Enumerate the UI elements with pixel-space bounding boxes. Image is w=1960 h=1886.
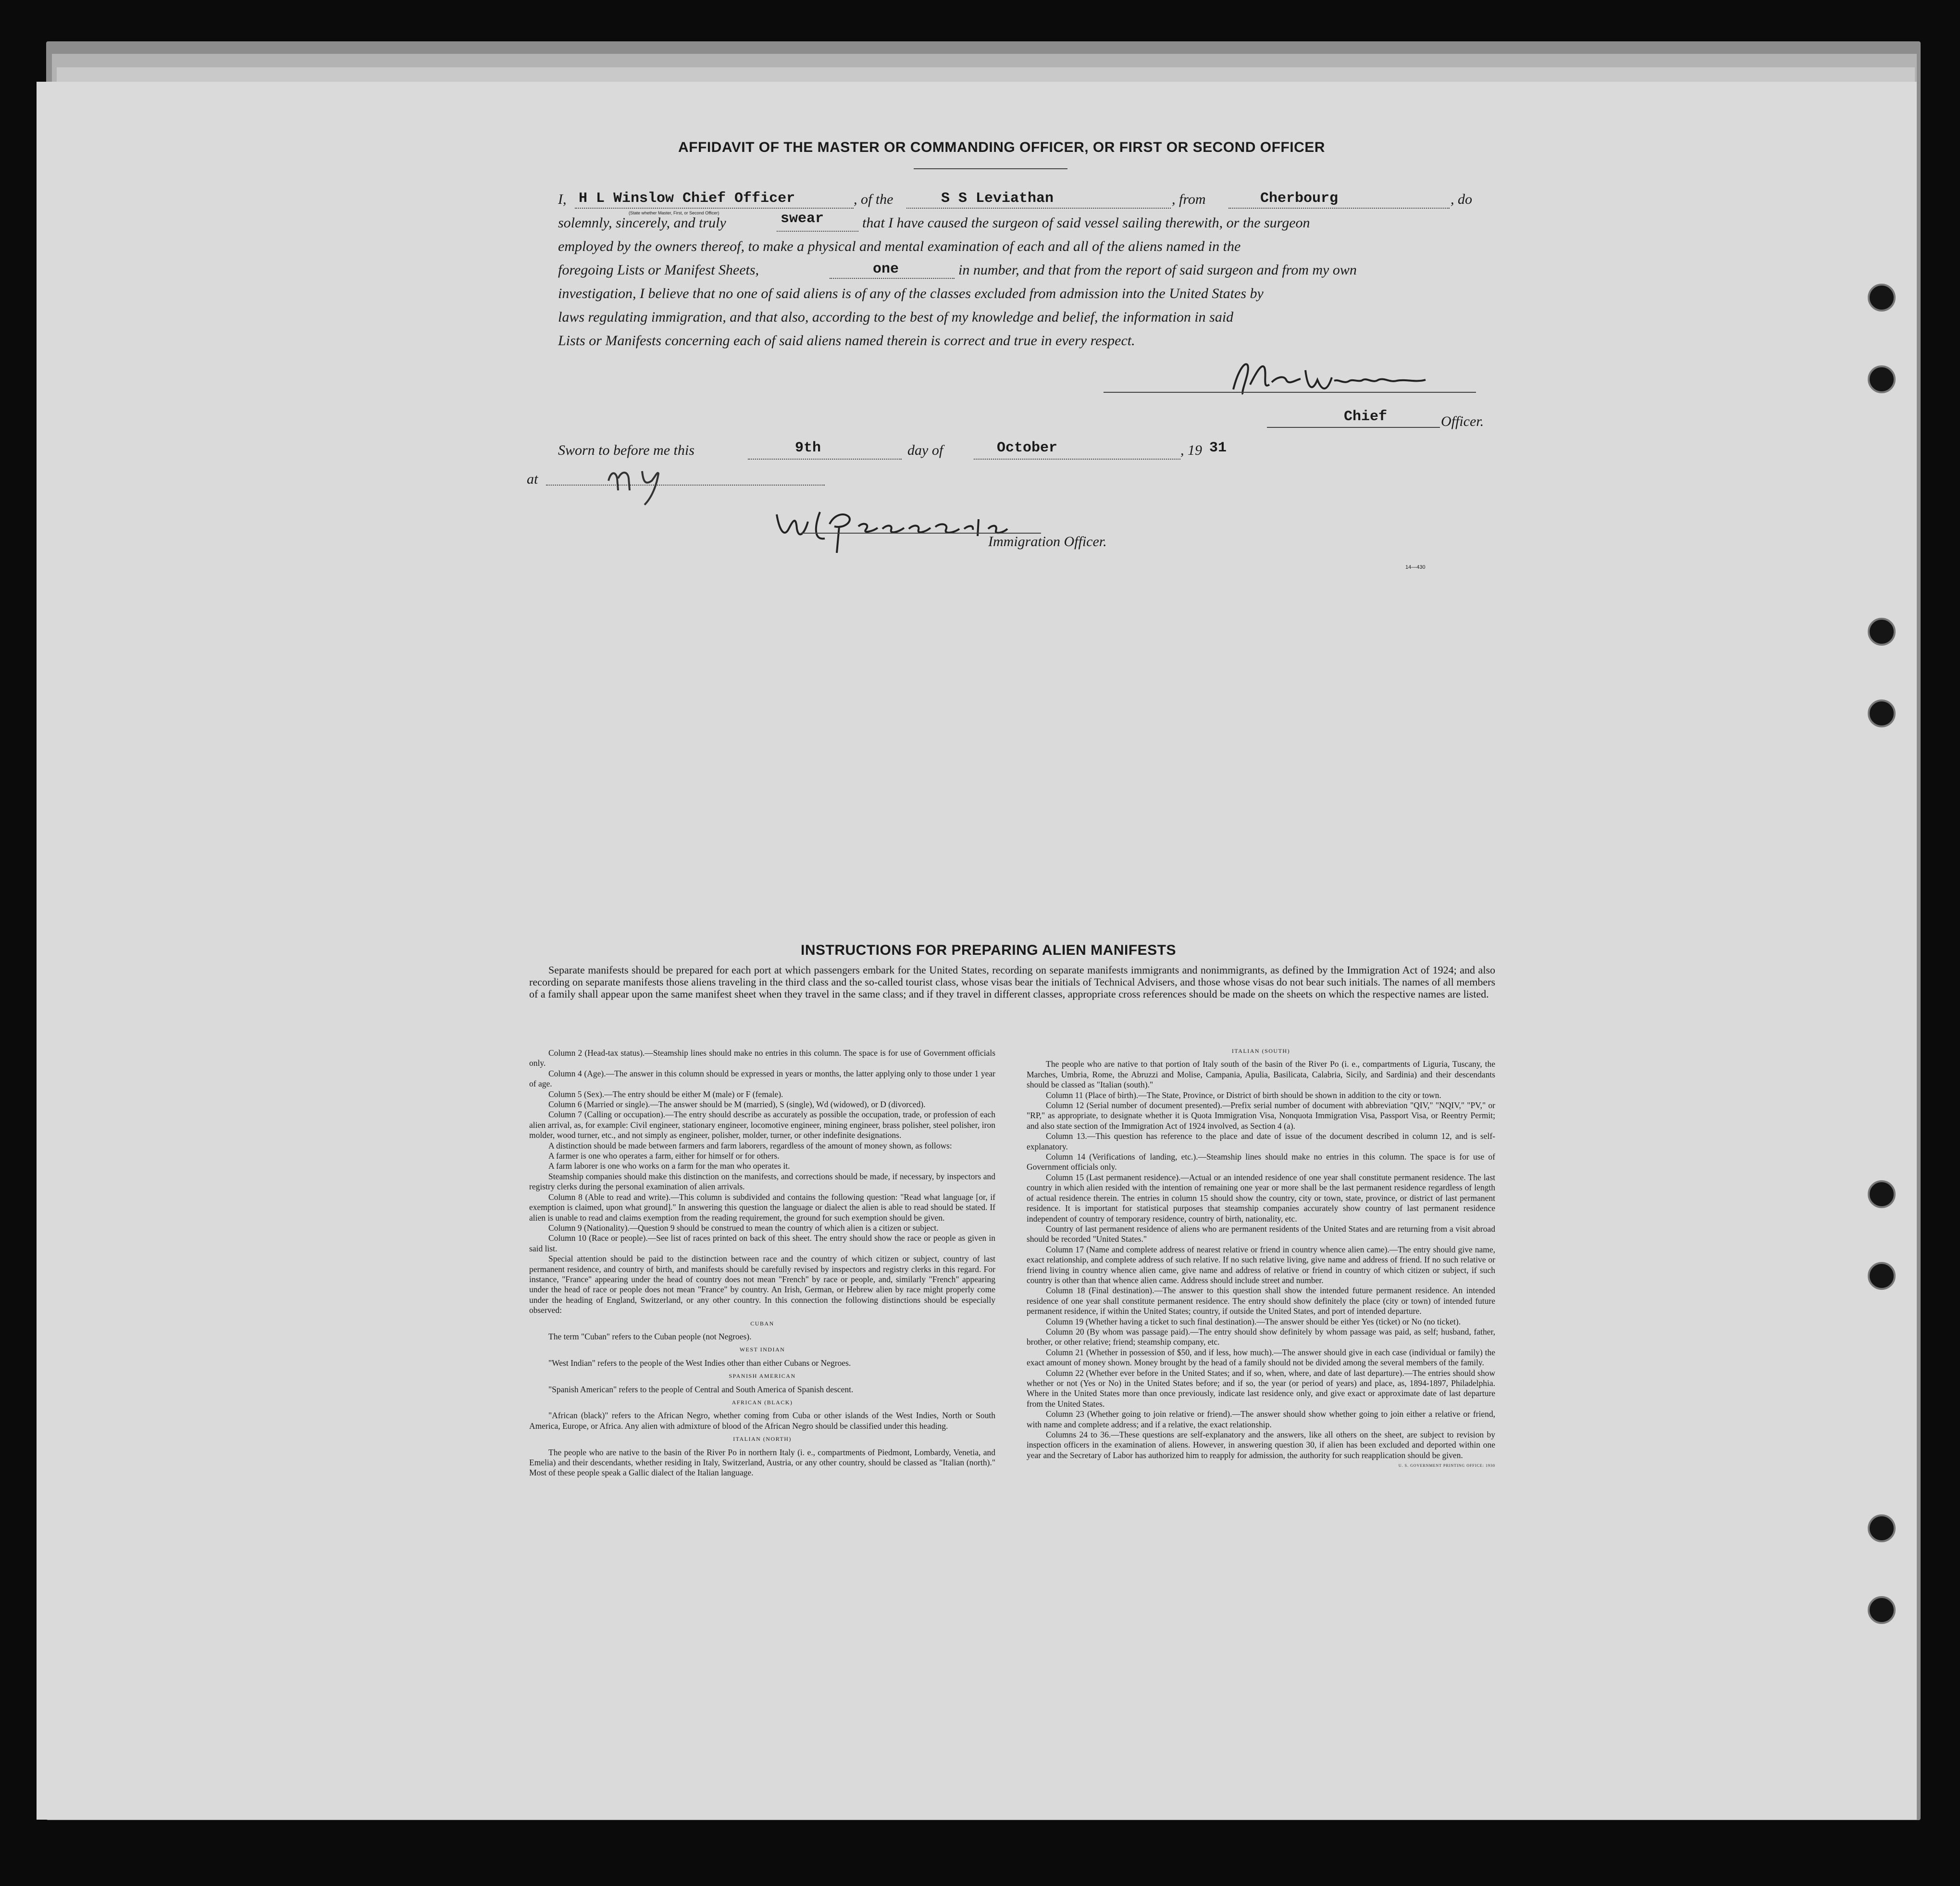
day-line [748,459,902,460]
label-officer: Officer. [1441,413,1484,429]
affidavit-text-line3: employed by the owners thereof, to make a physical and mental examination of each and all of the aliens named in the [558,238,1241,254]
instr-paragraph: Column 23 (Whether going to join relative or friend).—The answer should show whether going to join either a relative or friend, with name and complete address; and if a relative, the exact relationship. [1027,1409,1495,1429]
instr-paragraph: "African (black)" refers to the African Negro, whether coming from Cuba or other islands of the West Indies, North or South America, Europe, or Africa. Any alien with admixture of blood of the African Negro should be classified under this heading. [529,1411,995,1431]
printer-imprint: U. S. GOVERNMENT PRINTING OFFICE: 1930 [1398,1463,1495,1468]
instr-paragraph: "Spanish American" refers to the people of Central and South America of Spanish descent. [548,1384,854,1394]
binder-hole [1868,618,1896,646]
instr-heading: CUBAN [750,1320,774,1327]
manifest-page [37,82,1917,1820]
instr-paragraph: Column 10 (Race or people).—See list of races printed on back of this sheet. The entry should show the race or people as given in said list. [529,1233,995,1253]
instr-paragraph: The people who are native to the basin of the River Po in northern Italy (i. e., compartments of Piedmont, Lombardy, Venetia, and Emelia) and their descendants, whether residing in Italy, Switzerland, Austria, or any other country, should be classed as "Italian (north)." Most of these people speak a Gallic dialect of the Italian language. [529,1447,995,1478]
rank-field: Chief [1344,409,1388,425]
instr-paragraph: Column 14 (Verifications of landing, etc.).—Steamship lines should make no entries in this column. The space is for use of Government officials only. [1027,1152,1495,1172]
label-from: , from [1172,191,1206,207]
label-immigration-officer: Immigration Officer. [988,534,1107,550]
instr-paragraph: Column 15 (Last permanent residence).—Actual or an intended residence of one year shall constitute permanent residence. The last country in which alien resided with the intention of remaining one year or more shall be the last permanent residence regardless of length of actual residence therein. The entries in column 15 should show the country, city or town, state, province, or district of last permanent residence. It is important for statistical purposes that steamship companies accurately show country of last permanent residence independent of country of temporary residence, country of birth, nationality, etc. [1027,1172,1495,1224]
instr-paragraph: Special attention should be paid to the distinction between race and the country of which citizen or subject, country of last permanent residence, and country of birth, and manifests should be carefully revised by inspectors and registry clerks in this regard. For instance, "France" appearing under the head of country does not mean "French" by race or people, and, similarly "French" appearing under the head of race or people does not mean "France" by country. An Irish, German, or Hebrew alien by race might properly come under the heading of England, Switzerland, or any other country. In this connection the following distinctions should be especially observed: [529,1254,995,1315]
binder-hole [1868,1180,1896,1208]
port-line [1228,208,1450,209]
label-sworn: Sworn to before me this [558,442,695,458]
instructions-left-column [529,1048,995,1478]
form-number: 14—430 [1405,564,1426,570]
instructions-right-column [1027,1043,1495,1471]
officer-line [575,208,854,209]
officer-note: (State whether Master, First, or Second Officer) [629,211,719,215]
instr-paragraph: Column 9 (Nationality).—Question 9 should be construed to mean the country of which alien is a citizen or subject. [548,1223,939,1233]
instr-paragraph: Columns 24 to 36.—These questions are self-explanatory and the answers, like all others on the sheet, are subject to revision by inspection officers in the examination of aliens. However, in answering question 30, if alien has been excluded and deported within one year and the Secretary of Labor has authorized him to reapply for admission, the authority for such reapplication should be given. [1027,1430,1495,1460]
rank-line [1267,427,1440,428]
oath-line [777,231,858,232]
year-field: 31 [1209,440,1227,456]
instr-paragraph: Column 21 (Whether in possession of $50, and if less, how much).—The answer should give in each case (individual or family) the exact amount of money shown. Money brought by the head of a family should not be divided among the several members of the family. [1027,1347,1495,1368]
instr-paragraph: Column 4 (Age).—The answer in this column should be expressed in years or months, the latter applying only to those under 1 year of age. [529,1068,995,1089]
month-line [974,459,1180,460]
instr-paragraph: The people who are native to that portion of Italy south of the basin of the River Po (i. e., compartments of Liguria, Tuscany, the Marches, Umbria, Rome, the Abruzzi and Molise, Campania, Apulia, Basilicata, Calabria, Sicily, and Sardinia) and their descendants should be classed as "Italian (south)." [1027,1059,1495,1090]
instr-paragraph: Column 12 (Serial number of document presented).—Prefix serial number of document with abbreviation "QIV," "NQIV," "PV," or "RP," as appropriate, to designate whether it is Quota Immigration Visa, Nonquota Immigration Visa, Passport Visa, or Reentry Permit; and also state section of the Immigration Act of 1924 involved, as Section 4 (a). [1027,1100,1495,1131]
instr-paragraph: Country of last permanent residence of aliens who are permanent residents of the United States and are returning from a visit abroad should be recorded "United States." [1027,1224,1495,1244]
oath-field: swear [781,211,824,227]
instr-heading: SPANISH AMERICAN [729,1373,796,1380]
instr-paragraph: Column 22 (Whether ever before in the United States; and if so, when, where, and date of last departure).—The entries should show whether or not (Yes or No) in the United States before; and if so, the year (or period of years) and place, as, 1894-1897, Philadelphia. Where in the United States more than once previously, indicate last residence only, and give exact or approximate date of last departure from the United States. [1027,1368,1495,1409]
label-solemnly: solemnly, sincerely, and truly [558,215,726,231]
instr-paragraph: Column 19 (Whether having a ticket to such final destination).—The answer should be either Yes (ticket) or No (no ticket). [1046,1316,1461,1326]
instr-heading: AFRICAN (BLACK) [732,1399,793,1406]
instr-paragraph: Column 11 (Place of birth).—The State, Province, or District of birth should be shown in addition to the city or town. [1046,1090,1441,1100]
instr-paragraph: A farm laborer is one who works on a farm for the man who operates it. [548,1161,790,1171]
instr-paragraph: Column 20 (By whom was passage paid).—The entry should show definitely by whom passage was paid, as self; husband, father, brother, or other relative; friend; steamship company, etc. [1027,1326,1495,1347]
binder-hole [1868,365,1896,393]
binder-hole [1868,1514,1896,1542]
affidavit-text-line5: investigation, I believe that no one of said aliens is of any of the classes excluded from admission into the United States by [558,286,1264,301]
label-foregoing: foregoing Lists or Manifest Sheets, [558,262,759,278]
instr-paragraph: A distinction should be made between farmers and farm laborers, regardless of the amount of money shown, as follows: [548,1140,952,1150]
instr-heading: WEST INDIAN [739,1346,785,1353]
officer-signature-line [1104,392,1476,393]
instr-paragraph: Column 17 (Name and complete address of nearest relative or friend in country whence alien came).—The entry should give name, exact relationship, and complete address of such relative. If no such relative living, give name and address of friend. If no such relative or friend living in country whence alien came, give name and address of relative or friend in country of which citizen or subject, if such country is other than that whence alien came. Address should include street and number. [1027,1244,1495,1285]
vessel-line [906,208,1171,209]
label-year: , 19 [1180,442,1202,458]
instr-paragraph: Column 2 (Head-tax status).—Steamship lines should make no entries in this column. The space is for use of Government officials only. [529,1048,995,1068]
instr-paragraph: A farmer is one who operates a farm, either for himself or for others. [548,1151,780,1161]
instr-paragraph: Column 18 (Final destination).—The answer to this question shall show the intended future permanent residence. An intended residence of one year shall constitute permanent residence. The entry should show definitely the place (city or town) of intended future permanent residence, if within the United States; country, if outside the United States, and port of intended departure. [1027,1286,1495,1316]
title-underline [914,168,1067,169]
vessel-name-field: S S Leviathan [941,190,1054,207]
instr-paragraph: Column 8 (Able to read and write).—This column is subdivided and contains the following question: "Read what language [or, if exemption is claimed, upon what ground]." In answering this question the language or dialect the alien is able to read should be stated. If alien is unable to read and claims exemption from the reading requirement, the ground for such exemption should be given. [529,1192,995,1223]
label-day-of: day of [907,442,943,458]
instr-paragraph: The term "Cuban" refers to the Cuban people (not Negroes). [548,1331,752,1341]
officer-name-field: H L Winslow Chief Officer [579,190,795,207]
instr-paragraph: Column 7 (Calling or occupation).—The entry should describe as accurately as possible the occupation, trade, or profession of each alien arrival, as, for example: Civil engineer, stationary engineer, locomotive engineer, mining engineer, brass polisher, steel polisher, iron molder, wood turner, etc., and not simply as engineer, polisher, molder, turner, or other indefinite designations. [529,1110,995,1140]
day-field: 9th [795,440,821,456]
binder-hole [1868,1596,1896,1624]
instr-heading: ITALIAN (NORTH) [733,1436,792,1443]
affidavit-text-line2: that I have caused the surgeon of said vessel sailing therewith, or the surgeon [862,215,1310,231]
instructions-title: INSTRUCTIONS FOR PREPARING ALIEN MANIFESTS [801,942,1177,958]
label-i: I, [558,191,567,207]
instr-paragraph: Column 6 (Married or single).—The answer should be M (married), S (single), Wd (widowed), or D (divorced). [548,1099,926,1110]
affidavit-text-line6: laws regulating immigration, and that also, according to the best of my knowledge and belief, the information in said [558,309,1234,325]
binder-hole [1868,699,1896,727]
instr-heading: ITALIAN (SOUTH) [1231,1048,1290,1054]
label-do: , do [1451,191,1472,207]
sheets-line [830,278,955,279]
affidavit-text-line4: in number, and that from the report of said surgeon and from my own [958,262,1357,278]
affidavit-title: AFFIDAVIT OF THE MASTER OR COMMANDING OFFICER, OR FIRST OR SECOND OFFICER [678,139,1325,155]
instr-paragraph: Steamship companies should make this distinction on the manifests, and corrections should be made, if necessary, by inspectors and registry clerks during the personal examination of alien arrivals. [529,1171,995,1192]
label-at: at [527,471,538,487]
affidavit-text-line7: Lists or Manifests concerning each of said aliens named therein is correct and true in every respect. [558,333,1135,349]
label-of-the: , of the [854,191,893,207]
port-field: Cherbourg [1260,190,1339,207]
officer-signature [1224,351,1493,409]
month-field: October [997,440,1058,456]
instr-paragraph: Column 5 (Sex).—The entry should be either M (male) or F (female). [548,1089,783,1099]
sheets-field: one [873,261,899,277]
binder-hole [1868,284,1896,312]
instructions-intro: Separate manifests should be prepared for each port at which passengers embark for the United States, recording on separate manifests immigrants and nonimmigrants, as defined by the Immigration Act of 1924; and also recording on separate manifests those aliens traveling in the third class and the so-called tourist class, whose visas bear the initials of Technical Advisers, and those whose visas do not bear such initials. The names of all members of a family shall appear upon the same manifest sheet when they travel in the same class; and if they travel in different classes, appropriate cross references should be made on the sheets on which the respective names are listed. [529,964,1495,1000]
instr-paragraph: Column 13.—This question has reference to the place and date of issue of the document described in column 12, and is self-explanatory. [1027,1131,1495,1151]
place-handwriting [599,452,724,510]
binder-hole [1868,1262,1896,1290]
instr-paragraph: "West Indian" refers to the people of the West Indies other than either Cubans or Negroes. [548,1358,851,1368]
